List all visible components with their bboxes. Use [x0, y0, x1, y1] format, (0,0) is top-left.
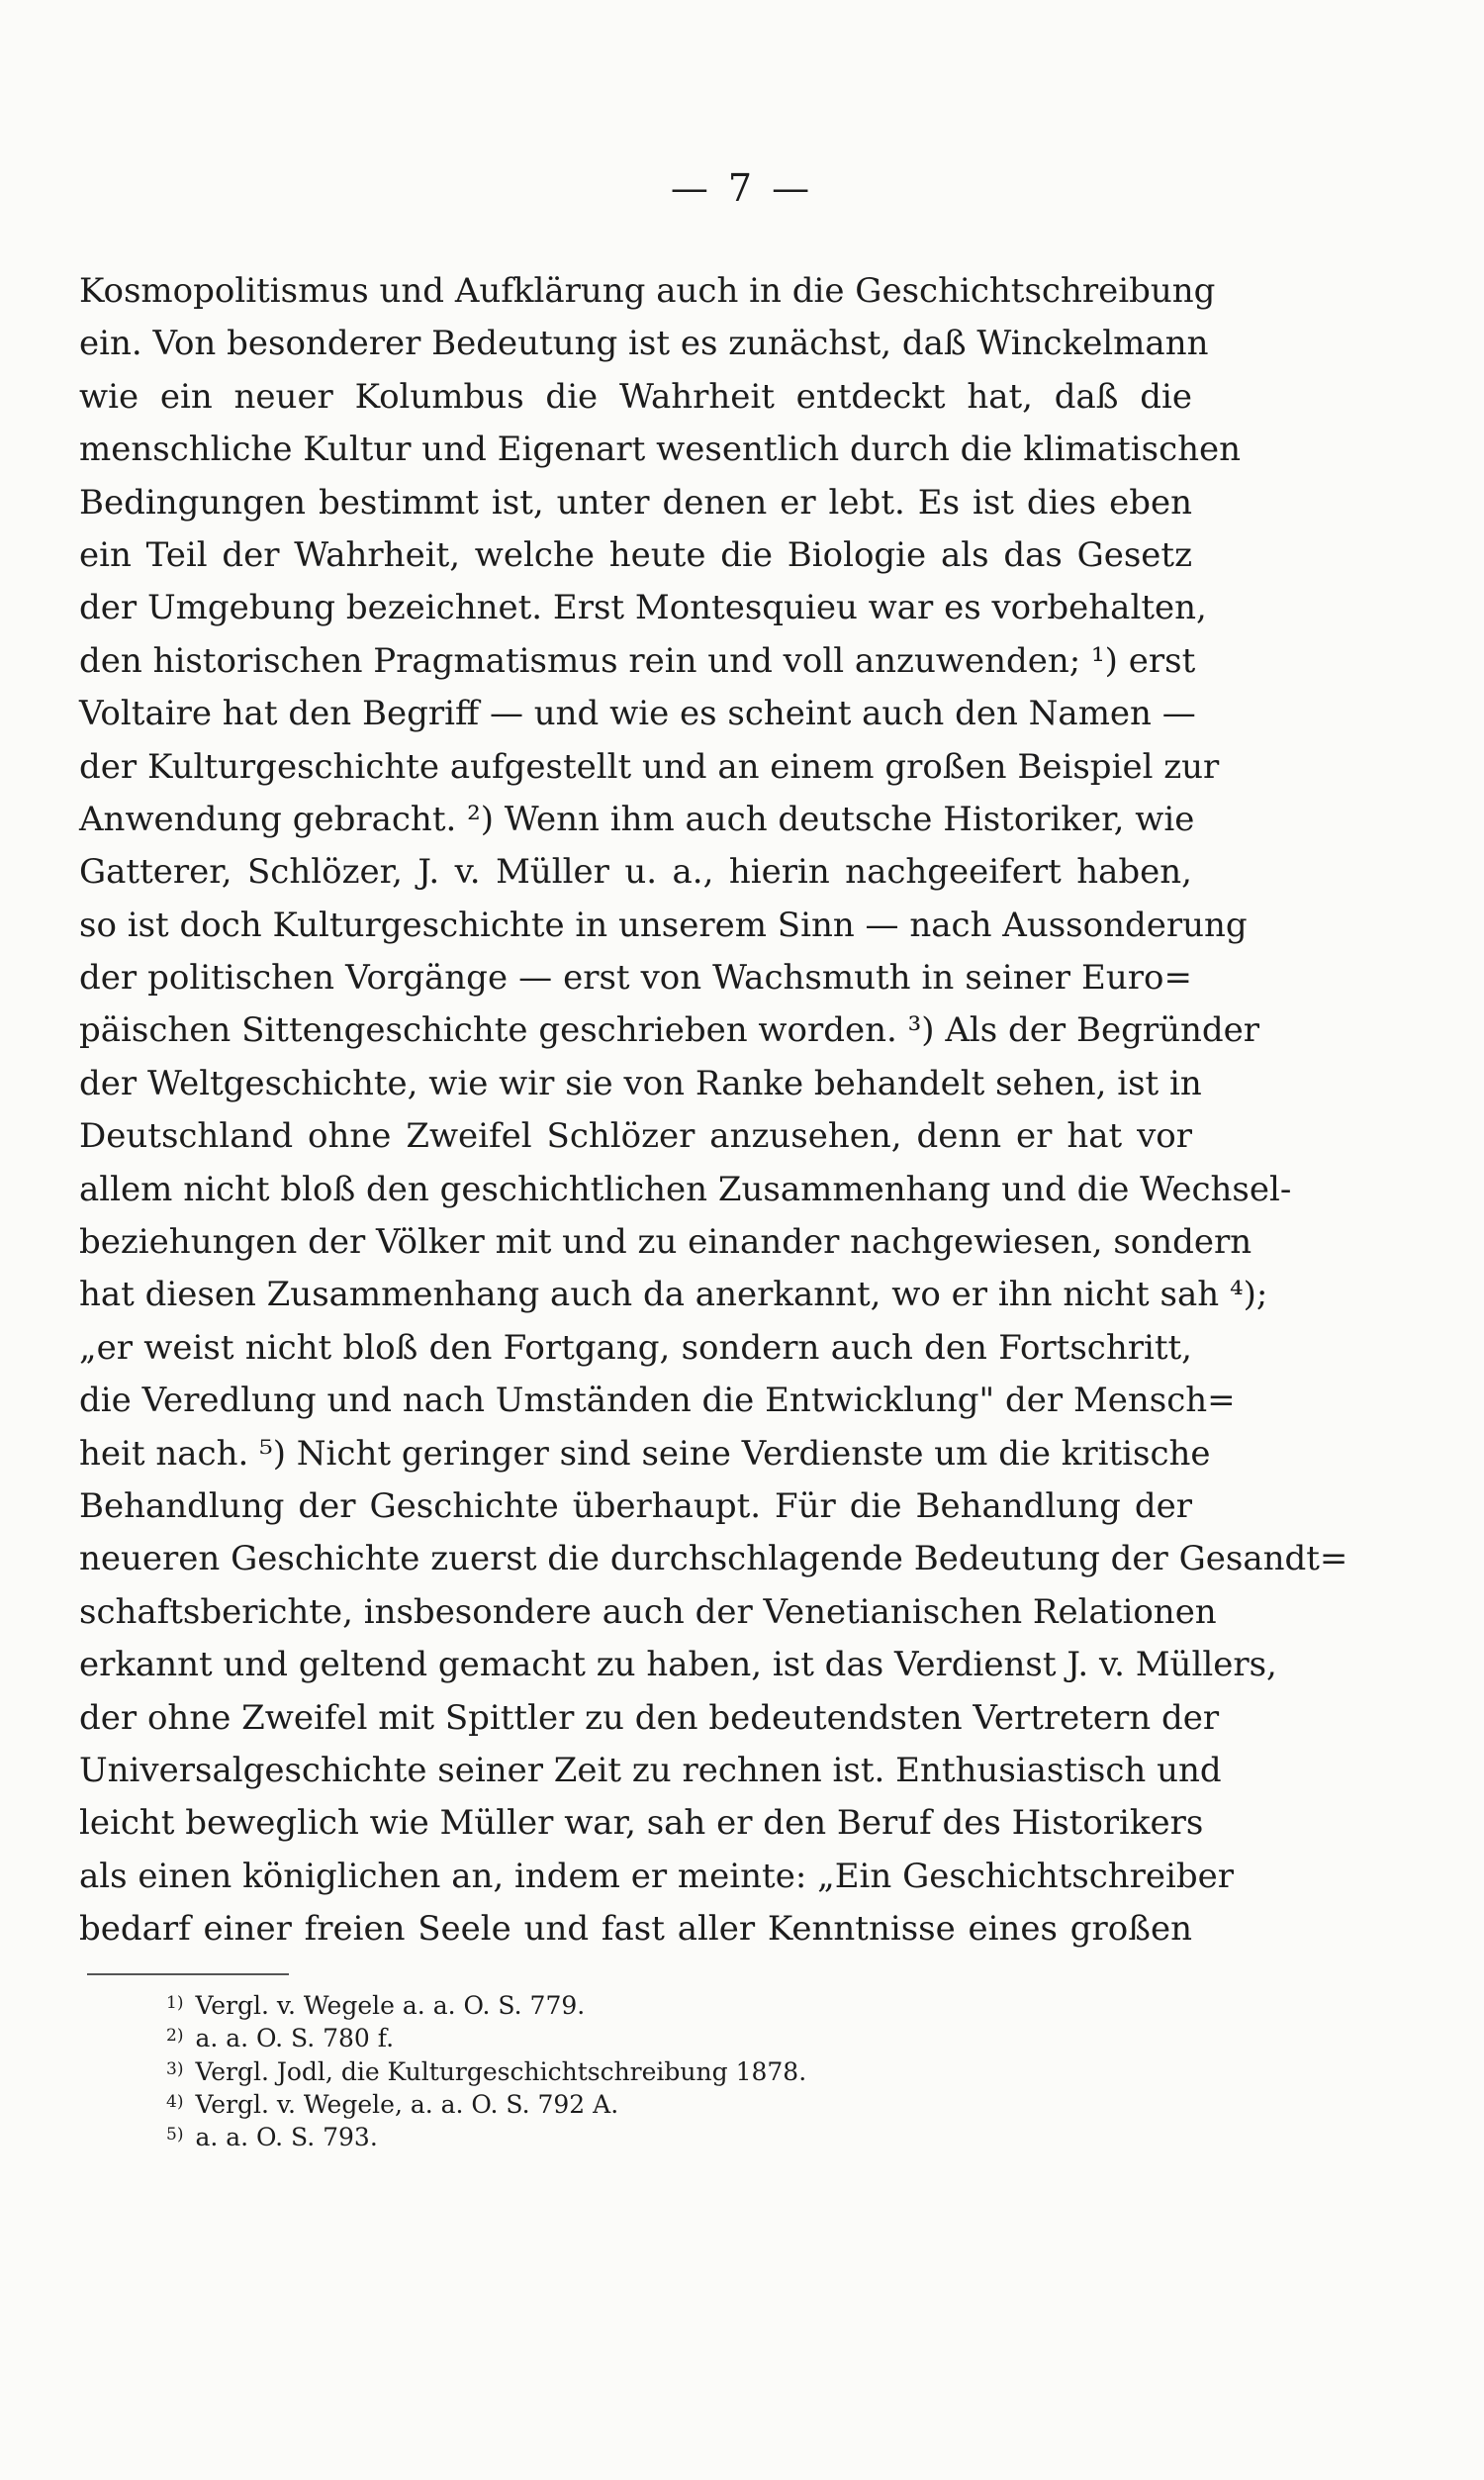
text-line: Voltaire hat den Begriff — und wie es scheint auch den Namen — [79, 694, 1196, 734]
text-line: den historischen Pragmatismus rein und voll anzuwenden; ¹) erst [79, 640, 1196, 681]
footnote-mark: 4) [166, 2091, 184, 2112]
footnote-text: a. a. O. S. 793. [195, 2123, 378, 2152]
text-line: päischen Sittengeschichte geschrieben worden. ³) Als der Begründer [79, 1010, 1260, 1051]
text-line: bedarf einer freien Seele und fast aller Kenntnisse eines großen [79, 1909, 1192, 1950]
footnote-text: Vergl. v. Wegele, a. a. O. S. 792 A. [195, 2089, 619, 2119]
text-line: neueren Geschichte zuerst die durchschlagende Bedeutung der Gesandt= [79, 1539, 1348, 1579]
text-line: Bedingungen bestimmt ist, unter denen er lebt. Es ist dies eben [79, 482, 1192, 523]
footnote-rule [87, 1973, 289, 1975]
footnotes [166, 1987, 1057, 2151]
text-line: Anwendung gebracht. ²) Wenn ihm auch deutsche Historiker, wie [79, 799, 1195, 839]
text-line: die Veredlung und nach Umständen die Entwicklung" der Mensch= [79, 1381, 1236, 1421]
text-line: Universalgeschichte seiner Zeit zu rechnen ist. Enthusiastisch und [79, 1750, 1222, 1790]
text-line: menschliche Kultur und Eigenart wesentlich durch die klimatischen [79, 429, 1242, 470]
footnote [166, 2086, 1057, 2119]
text-line: erkannt und geltend gemacht zu haben, ist das Verdienst J. v. Müllers, [79, 1645, 1277, 1685]
footnote [166, 2020, 1057, 2052]
body-text [79, 265, 1348, 1956]
text-line: „er weist nicht bloß den Fortgang, sondern auch den Fortschritt, [79, 1327, 1192, 1368]
text-line: heit nach. ⁵) Nicht geringer sind seine Verdienste um die kritische [79, 1433, 1211, 1474]
text-line: schaftsberichte, insbesondere auch der Venetianischen Relationen [79, 1591, 1217, 1632]
text-line: der Umgebung bezeichnet. Erst Montesquieu war es vorbehalten, [79, 588, 1207, 628]
text-line: so ist doch Kulturgeschichte in unserem Sinn — nach Aussonderung [79, 905, 1248, 945]
footnote-text: a. a. O. S. 780 f. [195, 2024, 395, 2053]
text-line: Kosmopolitismus und Aufklärung auch in die Geschichtschreibung [79, 271, 1216, 311]
footnote-text: Vergl. v. Wegele a. a. O. S. 779. [195, 1991, 586, 2020]
text-line: allem nicht bloß den geschichtlichen Zusammenhang und die Wechsel- [79, 1169, 1292, 1209]
text-line: ein. Von besonderer Bedeutung ist es zunächst, daß Winckelmann [79, 324, 1209, 364]
text-line: Gatterer, Schlözer, J. v. Müller u. a., hierin nachgeeifert haben, [79, 852, 1192, 893]
text-line: beziehungen der Völker mit und zu einander nachgewiesen, sondern [79, 1222, 1252, 1263]
footnote-mark: 3) [166, 2058, 184, 2079]
footnote [166, 2053, 1057, 2086]
text-line: leicht beweglich wie Müller war, sah er den Beruf des Historikers [79, 1803, 1204, 1844]
footnote-mark: 1) [166, 1993, 184, 2013]
footnote-text: Vergl. Jodl, die Kulturgeschichtschreibung 1878. [195, 2056, 807, 2086]
footnote-mark: 2) [166, 2026, 184, 2047]
text-line: Deutschland ohne Zweifel Schlözer anzusehen, denn er hat vor [79, 1116, 1192, 1157]
footnote-mark: 5) [166, 2125, 184, 2146]
text-line: der Kulturgeschichte aufgestellt und an einem großen Beispiel zur [79, 746, 1220, 787]
page-number: — 7 — [670, 166, 814, 210]
text-line: ein Teil der Wahrheit, welche heute die Biologie als das Gesetz [79, 534, 1192, 575]
text-line: der Weltgeschichte, wie wir sie von Ranke behandelt sehen, ist in [79, 1063, 1202, 1103]
text-line: der politischen Vorgänge — erst von Wachsmuth in seiner Euro= [79, 958, 1192, 999]
text-line: als einen königlichen an, indem er meinte: „Ein Geschichtschreiber [79, 1856, 1235, 1896]
footnote [166, 1987, 1057, 2020]
text-line: Behandlung der Geschichte überhaupt. Für die Behandlung der [79, 1485, 1192, 1526]
footnote [166, 2119, 1057, 2151]
text-line: der ohne Zweifel mit Spittler zu den bedeutendsten Vertretern der [79, 1697, 1220, 1738]
text-line: wie ein neuer Kolumbus die Wahrheit entdeckt hat, daß die [79, 376, 1192, 417]
text-line: hat diesen Zusammenhang auch da anerkannt, wo er ihn nicht sah ⁴); [79, 1275, 1268, 1315]
